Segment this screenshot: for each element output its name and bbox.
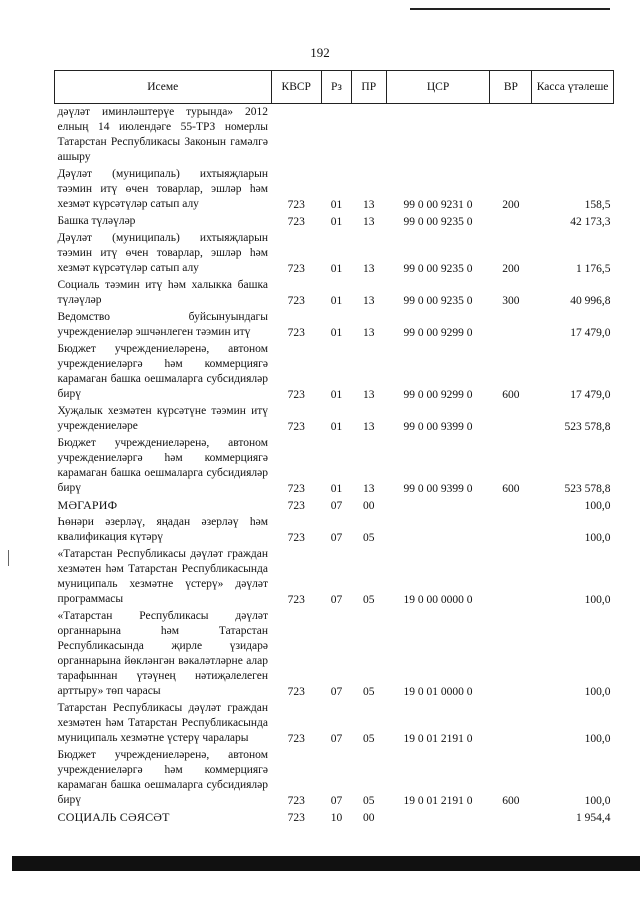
cell-vr [490, 608, 532, 700]
cell-vr: 200 [502, 199, 520, 211]
cell-name: МӘГАРИФ [57, 498, 118, 512]
cell-vr [490, 497, 532, 514]
cell-sum: 17 479,0 [570, 327, 611, 339]
cell-vr: 600 [502, 389, 520, 401]
header-sum: Касса үтәлеше [532, 71, 614, 104]
cell-rz: 01 [330, 295, 343, 307]
top-rule [410, 8, 610, 10]
cell-pr: 13 [362, 389, 375, 401]
cell-name: Бюджет учреждениеләренә, автоном учреждениеләргә һәм коммерциягә карамаган башка оешмаларга субсидияләр бирү [57, 749, 268, 806]
cell-csr: 19 0 01 0000 0 [403, 686, 473, 698]
cell-rz: 01 [330, 327, 343, 339]
cell-vr: 200 [502, 263, 520, 275]
cell-kvsr: 723 [287, 500, 305, 512]
cell-csr: 99 0 00 9235 0 [403, 263, 473, 275]
cell-csr: 99 0 00 9299 0 [403, 327, 473, 339]
cell-sum: 158,5 [584, 199, 611, 211]
margin-mark [8, 550, 9, 566]
cell-csr: 99 0 00 9235 0 [403, 295, 473, 307]
header-name: Исеме [55, 71, 272, 104]
cell-vr [490, 546, 532, 608]
cell-sum: 100,0 [584, 594, 611, 606]
cell-kvsr: 723 [287, 389, 305, 401]
table-row [55, 104, 614, 167]
cell-name: Дәүләт (муниципаль) ихтыяҗларын тәэмин итү өчен товарлар, эшләр һәм хезмәт күрсәтүләр сатып алу [57, 232, 268, 274]
table-row [55, 403, 614, 435]
cell-pr: 13 [362, 483, 375, 495]
cell-pr: 05 [362, 532, 375, 544]
cell-csr: 99 0 00 9399 0 [403, 483, 473, 495]
cell-sum: 42 173,3 [570, 216, 611, 228]
cell-name: Татарстан Республикасы дәүләт граждан хезмәтен һәм Татарстан Республикасында муниципаль хезмәтне үстерү чаралары [57, 702, 268, 744]
budget-table [54, 70, 614, 826]
cell-vr [490, 309, 532, 341]
bottom-bar [12, 856, 640, 871]
cell-name: Хуҗалык хезмәтен күрсәтүне тәэмин итү учреждениеләре [57, 405, 268, 432]
table-row [55, 514, 614, 546]
cell-sum [532, 104, 614, 167]
cell-pr: 13 [362, 295, 375, 307]
cell-rz [322, 104, 352, 167]
cell-sum: 1 176,5 [576, 263, 611, 275]
cell-name: СОЦИАЛЬ СӘЯСӘТ [57, 810, 170, 824]
header-vr: ВР [490, 71, 532, 104]
cell-vr: 600 [502, 483, 520, 495]
cell-rz: 01 [330, 483, 343, 495]
cell-pr: 05 [362, 594, 375, 606]
cell-sum: 40 996,8 [570, 295, 611, 307]
cell-csr: 19 0 00 0000 0 [403, 594, 473, 606]
cell-csr: 99 0 00 9299 0 [403, 389, 473, 401]
cell-name: Һөнәри әзерләү, яңадан әзерләү һәм квалификация күтәрү [57, 516, 268, 543]
cell-name: Ведомство буйсынуындагы учреждениеләр эшчәнлеген тәэмин итү [57, 311, 268, 338]
cell-name: дәүләт иминләштерүе турында» 2012 елның 14 июлендәге 55-ТРЗ номерлы Татарстан Республикасы Законын гамәлгә ашыру [57, 106, 268, 163]
header-rz: Рз [322, 71, 352, 104]
cell-sum: 100,0 [584, 532, 611, 544]
table-row [55, 230, 614, 277]
cell-rz: 01 [330, 263, 343, 275]
cell-rz: 01 [330, 389, 343, 401]
cell-kvsr: 723 [287, 216, 305, 228]
table-row [55, 309, 614, 341]
cell-kvsr: 723 [287, 327, 305, 339]
cell-sum: 100,0 [584, 686, 611, 698]
cell-csr [386, 104, 490, 167]
table-row [55, 166, 614, 213]
cell-vr [490, 809, 532, 826]
table-header-row [55, 71, 614, 104]
cell-rz: 07 [330, 532, 343, 544]
cell-rz: 07 [330, 686, 343, 698]
cell-kvsr: 723 [287, 812, 305, 824]
cell-sum: 100,0 [584, 795, 611, 807]
cell-rz: 10 [330, 812, 343, 824]
cell-kvsr: 723 [287, 594, 305, 606]
cell-name: Башка түләүләр [57, 215, 136, 227]
cell-pr: 05 [362, 733, 375, 745]
cell-csr: 19 0 01 2191 0 [403, 795, 473, 807]
cell-sum: 100,0 [584, 733, 611, 745]
cell-csr [386, 497, 490, 514]
cell-sum: 523 578,8 [564, 483, 611, 495]
cell-rz: 07 [330, 500, 343, 512]
cell-name: Бюджет учреждениеләренә, автоном учреждениеләргә һәм коммерциягә карамаган башка оешмаларга субсидияләр бирү [57, 437, 268, 494]
cell-rz: 07 [330, 594, 343, 606]
table-row [55, 608, 614, 700]
table-row [55, 341, 614, 403]
table-row [55, 809, 614, 826]
table-row [55, 435, 614, 497]
cell-name: Социаль тәэмин итү һәм халыкка башка түләүләр [57, 279, 268, 306]
cell-rz: 07 [330, 733, 343, 745]
cell-sum: 17 479,0 [570, 389, 611, 401]
cell-name: «Татарстан Республикасы дәүләт органнарына һәм Татарстан Республикасында җирле үзидарә органнарына йөкләнгән вәкаләтләрне алар тарафыннан үтәүнең нәтиҗәлелеген арттыру» төп чарасы [57, 610, 268, 697]
cell-kvsr: 723 [287, 733, 305, 745]
header-csr: ЦСР [386, 71, 490, 104]
cell-name: Бюджет учреждениеләренә, автоном учреждениеләргә һәм коммерциягә карамаган башка оешмаларга субсидияләр бирү [57, 343, 268, 400]
cell-vr: 300 [502, 295, 520, 307]
cell-kvsr [271, 104, 322, 167]
cell-pr: 05 [362, 795, 375, 807]
cell-sum: 523 578,8 [564, 421, 611, 433]
cell-csr: 19 0 01 2191 0 [403, 733, 473, 745]
cell-csr [386, 514, 490, 546]
cell-kvsr: 723 [287, 199, 305, 211]
cell-sum: 1 954,4 [576, 812, 611, 824]
cell-vr [490, 700, 532, 747]
cell-kvsr: 723 [287, 295, 305, 307]
page-number: 192 [310, 45, 330, 60]
cell-pr: 13 [362, 216, 375, 228]
cell-vr [490, 514, 532, 546]
cell-pr: 13 [362, 327, 375, 339]
cell-pr: 00 [362, 500, 375, 512]
cell-kvsr: 723 [287, 263, 305, 275]
table-row [55, 747, 614, 809]
table-row [55, 277, 614, 309]
cell-sum: 100,0 [584, 500, 611, 512]
cell-csr: 99 0 00 9399 0 [403, 421, 473, 433]
cell-vr: 600 [502, 795, 520, 807]
cell-rz: 01 [330, 421, 343, 433]
cell-pr: 05 [362, 686, 375, 698]
cell-pr: 13 [362, 421, 375, 433]
cell-kvsr: 723 [287, 532, 305, 544]
cell-pr: 00 [362, 812, 375, 824]
cell-name: Дәүләт (муниципаль) ихтыяҗларын тәэмин итү өчен товарлар, эшләр һәм хезмәт күрсәтүләр сатып алу [57, 168, 268, 210]
table-row [55, 546, 614, 608]
table-row [55, 700, 614, 747]
cell-vr [490, 213, 532, 230]
cell-kvsr: 723 [287, 795, 305, 807]
header-kvsr: КВСР [271, 71, 322, 104]
cell-rz: 01 [330, 216, 343, 228]
cell-csr: 99 0 00 9231 0 [403, 199, 473, 211]
cell-kvsr: 723 [287, 483, 305, 495]
cell-csr: 99 0 00 9235 0 [403, 216, 473, 228]
table-row [55, 497, 614, 514]
cell-kvsr: 723 [287, 686, 305, 698]
cell-vr [490, 104, 532, 167]
cell-pr: 13 [362, 199, 375, 211]
cell-rz: 07 [330, 795, 343, 807]
cell-pr: 13 [362, 263, 375, 275]
table-row [55, 213, 614, 230]
cell-vr [490, 403, 532, 435]
cell-rz: 01 [330, 199, 343, 211]
cell-pr [351, 104, 386, 167]
header-pr: ПР [351, 71, 386, 104]
cell-csr [386, 809, 490, 826]
cell-kvsr: 723 [287, 421, 305, 433]
cell-name: «Татарстан Республикасы дәүләт граждан хезмәтен һәм Татарстан Республикасында муниципаль хезмәтне үстерү» дәүләт программасы [57, 548, 268, 605]
